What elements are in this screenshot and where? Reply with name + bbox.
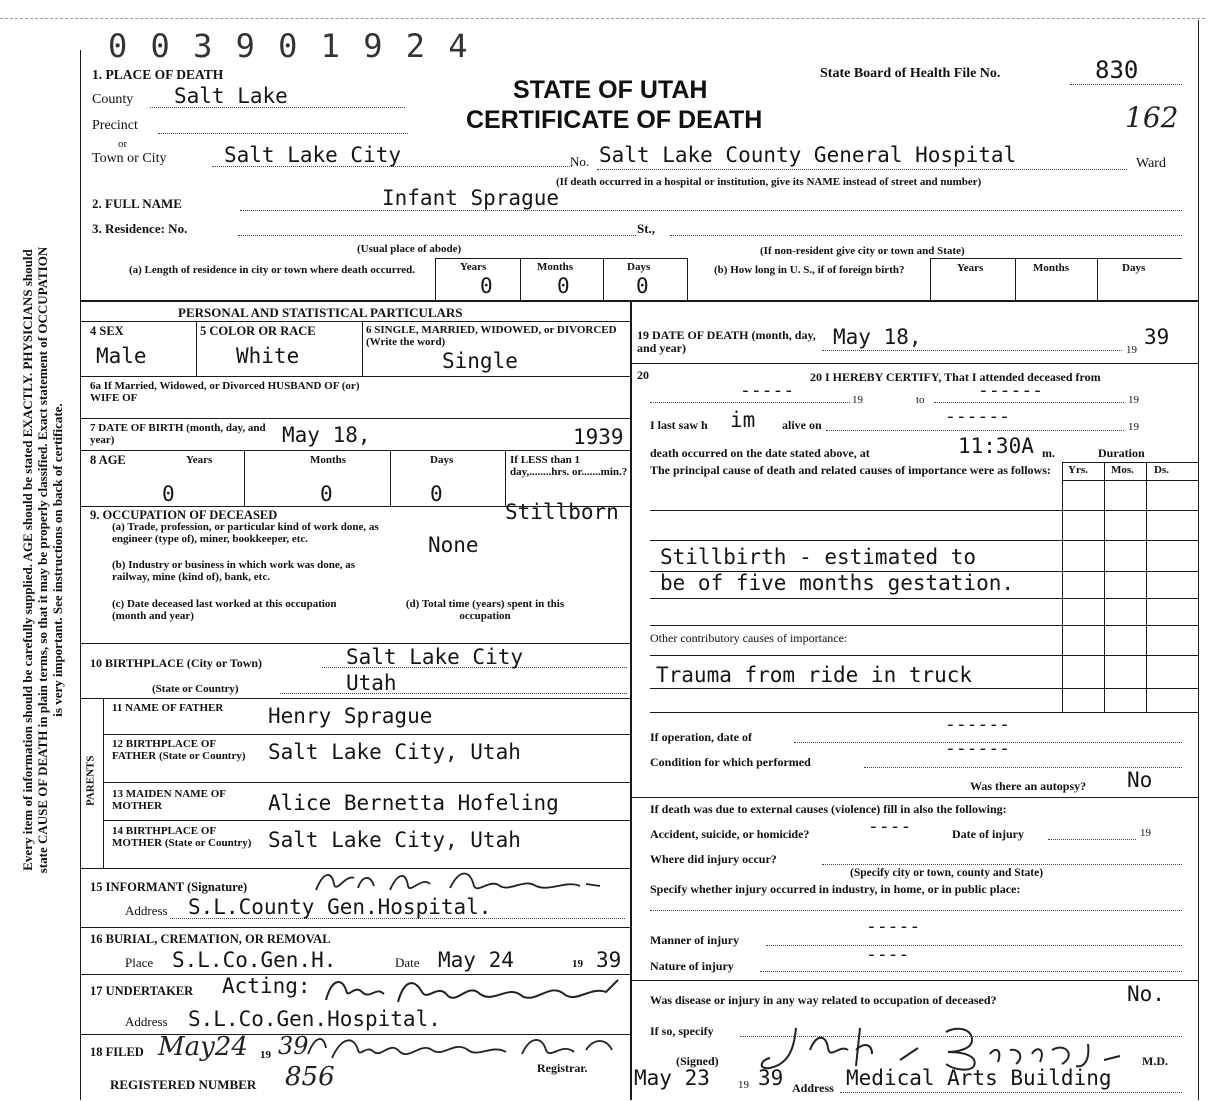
len-div-3: [603, 258, 604, 300]
birthplace-state-label: (State or Country): [152, 683, 239, 695]
age-label: 8 AGE: [90, 453, 126, 467]
age-div-2: [390, 450, 391, 506]
other-line-1: [650, 655, 1198, 656]
death-date-label: 19 DATE OF DEATH (month, day, and year): [637, 328, 816, 355]
occupation-c-label: (c) Date deceased last worked at this occupation (month and year): [112, 598, 337, 622]
sign-year: 39: [758, 1066, 784, 1090]
personal-heading: PERSONAL AND STATISTICAL PARTICULARS: [178, 305, 463, 320]
or-label: or: [118, 138, 128, 150]
burial-date: May 24: [438, 948, 514, 972]
sex-value: Male: [96, 344, 147, 368]
len-div-2: [520, 258, 521, 300]
age-months-header: Months: [310, 454, 347, 466]
informant-address-label: Address: [125, 903, 168, 918]
operation-label: If operation, date of: [650, 730, 752, 744]
side-note-line-1: Every item of information should be carefully supplied. AGE should be stated EXACTLY. PHYSICIANS should: [20, 249, 35, 871]
specify-city-hint: (Specify city or town, county and State): [850, 867, 1044, 879]
duration-col-2: [1104, 462, 1105, 712]
injury-year-prefix: 19: [1140, 827, 1151, 839]
condition-value: ------: [945, 738, 1011, 759]
informant-label: 15 INFORMANT (Signature): [90, 880, 248, 894]
age-div-1: [244, 450, 245, 506]
residence-line: [238, 235, 636, 236]
row-line-5: [80, 643, 630, 644]
physician-address-line: [840, 1092, 1182, 1093]
father-name: Henry Sprague: [268, 704, 433, 728]
attended-to: ------: [978, 380, 1044, 401]
sex-label: 4 SEX: [90, 324, 124, 338]
foreign-box-top: [930, 258, 1182, 259]
town-value: Salt Lake City: [224, 143, 402, 167]
parents-line-1: [103, 734, 630, 735]
row-line-1: [80, 376, 630, 377]
from-year-prefix: 19: [852, 394, 863, 406]
side-note-line-3: is very important. See instructions on back of certificate.: [50, 403, 65, 717]
full-name-line: [240, 210, 1182, 211]
where-injury-line: [822, 864, 1182, 865]
state-title: STATE OF UTAH: [513, 76, 708, 104]
burial-year-prefix: 19: [572, 958, 583, 970]
for-div-3: [1097, 258, 1098, 300]
row-line-6: [80, 698, 630, 699]
undertaker-signature: [318, 972, 628, 1012]
attended-from: -----: [740, 380, 795, 401]
father-birthplace: Salt Lake City, Utah: [268, 740, 521, 764]
married-label: 6a If Married, Widowed, or Divorced HUSBAND OF (or) WIFE OF: [90, 380, 360, 404]
burial-label: 16 BURIAL, CREMATION, OR REMOVAL: [90, 932, 331, 946]
length-years: 0: [480, 274, 493, 298]
autopsy-value: No: [1127, 768, 1153, 792]
cause-line-1: [650, 510, 1198, 511]
death-year-prefix: 19: [1126, 344, 1137, 356]
undertaker-label: 17 UNDERTAKER: [90, 984, 194, 998]
no-label: No.: [570, 154, 590, 169]
burial-year: 39: [596, 948, 622, 972]
full-name-label: 2. FULL NAME: [92, 196, 182, 211]
industry-line: [650, 910, 1182, 911]
color-label: 5 COLOR OR RACE: [200, 324, 316, 338]
sign-year-prefix: 19: [738, 1079, 749, 1091]
md-label: M.D.: [1142, 1054, 1168, 1068]
institution-line: [597, 169, 1127, 170]
injury-date-line: [1048, 839, 1136, 840]
sex-divider: [196, 321, 197, 376]
other-causes-label: Other contributory causes of importance:: [650, 631, 848, 645]
duration-ds: Ds.: [1154, 464, 1169, 476]
duration-header-bottom: [1062, 480, 1198, 481]
row-line-8: [80, 927, 630, 928]
st-line: [670, 235, 1182, 236]
side-note-line-2: state CAUSE OF DEATH in plain terms, so that it may be properly classified. Exact statement of OCCUPATION: [35, 246, 50, 874]
alive-on-label: alive on: [782, 418, 822, 432]
sign-date: May 23: [634, 1066, 710, 1090]
occupation-value: None: [428, 533, 479, 557]
cause-2: be of five months gestation.: [660, 571, 1015, 595]
burial-place-label: Place: [125, 955, 154, 970]
undertaker-value: Acting:: [222, 974, 311, 998]
certificate-title: CERTIFICATE OF DEATH: [466, 106, 763, 134]
registered-number-label: REGISTERED NUMBER: [110, 1077, 257, 1092]
nature-line: [760, 971, 1182, 972]
right-border: [1198, 20, 1199, 1100]
duration-header-top: [1062, 462, 1198, 463]
alive-year-prefix: 19: [1128, 421, 1139, 433]
occupation-a-label: (a) Trade, profession, or particular kind of work done, as engineer (type of), miner, bookkeeper, etc.: [112, 521, 379, 545]
stillborn-note: Stillborn: [505, 500, 619, 524]
manner-line: [766, 945, 1182, 946]
length-residence-label: (a) Length of residence in city or town where death occurred.: [128, 264, 416, 276]
parents-side-label: PARENTS: [84, 755, 97, 807]
cause-label: The principal cause of death and related causes of importance were as follows:: [650, 463, 1051, 477]
section-divider: [80, 300, 1198, 302]
filed-year-prefix: 19: [260, 1049, 271, 1061]
certify-label: 20 I HEREBY CERTIFY, That I attended deceased from: [810, 370, 1101, 384]
row-line-3: [80, 450, 630, 451]
top-edge: [0, 18, 1205, 19]
time-m-label: m.: [1042, 446, 1055, 460]
file-no-line: [1070, 84, 1182, 85]
cause-line-5: [650, 625, 1198, 626]
nature-label: Nature of injury: [650, 959, 734, 973]
death-date-line: [822, 350, 1122, 351]
birthplace-state: Utah: [346, 671, 397, 695]
usual-abode-hint: (Usual place of abode): [357, 243, 462, 255]
file-no-label: State Board of Health File No.: [820, 66, 1001, 81]
precinct-line: [158, 133, 408, 134]
for-div-2: [1015, 258, 1016, 300]
row-line-2: [80, 418, 630, 419]
other-line-2: [650, 688, 1198, 689]
occupation-label: 9. OCCUPATION OF DECEASED: [90, 508, 278, 522]
duration-yrs: Yrs.: [1068, 464, 1088, 476]
institution-value: Salt Lake County General Hospital: [599, 143, 1017, 167]
death-time: 11:30A: [958, 434, 1034, 458]
from-line: [650, 402, 850, 403]
age-years-header: Years: [186, 454, 213, 466]
foreign-birth-label: (b) How long in U. S., if of foreign birth?: [714, 264, 905, 276]
physician-address-label: Address: [792, 1081, 834, 1095]
to-label: to: [916, 394, 925, 406]
len-div-4: [687, 258, 688, 300]
filed-date: May24: [158, 1032, 248, 1062]
certify-number: 20: [637, 368, 649, 382]
mother-birthplace-label: 14 BIRTHPLACE OF MOTHER (State or Country): [112, 825, 252, 849]
condition-label: Condition for which performed: [650, 755, 811, 769]
burial-place: S.L.Co.Gen.H.: [172, 948, 337, 972]
parents-line-2: [103, 782, 630, 783]
occupation-related: No.: [1127, 982, 1165, 1006]
birthplace-city: Salt Lake City: [346, 645, 524, 669]
undertaker-address-label: Address: [125, 1014, 168, 1029]
foreign-months-header: Months: [1033, 262, 1070, 274]
marital-status-label: 6 SINGLE, MARRIED, WIDOWED, or DIVORCED (Write the word): [366, 324, 617, 348]
county-value: Salt Lake: [174, 84, 288, 108]
residence-label: 3. Residence: No.: [92, 221, 188, 236]
duration-col-3: [1146, 462, 1147, 712]
nonresident-hint: (If non-resident give city or town and State): [760, 245, 965, 257]
town-label: Town or City: [92, 151, 167, 166]
accident-label: Accident, suicide, or homicide?: [650, 827, 810, 841]
duration-label: Duration: [1098, 446, 1145, 460]
dob-value: May 18,: [282, 423, 371, 447]
undertaker-address: S.L.Co.Gen.Hospital.: [188, 1007, 441, 1031]
father-birthplace-label: 12 BIRTHPLACE OF FATHER (State or Country): [112, 738, 246, 762]
file-no: 830: [1095, 56, 1139, 84]
filed-label: 18 FILED: [90, 1045, 144, 1059]
where-injury-label: Where did injury occur?: [650, 852, 777, 866]
autopsy-label: Was there an autopsy?: [970, 779, 1087, 793]
side-instructions: [20, 20, 65, 1100]
signed-label: (Signed): [676, 1054, 719, 1068]
other-line-3: [650, 712, 1198, 713]
last-saw-label: I last saw h: [650, 418, 708, 432]
st-label: St.,: [637, 221, 656, 236]
birthplace-label: 10 BIRTHPLACE (City or Town): [90, 656, 263, 670]
dob-year: 1939: [573, 425, 624, 449]
precinct-label: Precinct: [92, 118, 138, 133]
length-months-header: Months: [537, 261, 574, 273]
right-row-2: [630, 797, 1198, 798]
cause-1: Stillbirth - estimated to: [660, 545, 977, 569]
duration-mos: Mos.: [1111, 464, 1134, 476]
mother-name: Alice Bernetta Hofeling: [268, 791, 559, 815]
occupation-related-label: Was disease or injury in any way related to occupation of deceased?: [650, 993, 997, 1007]
cause-line-2: [650, 540, 1198, 541]
occupation-d-label: (d) Total time (years) spent in this occupation: [405, 598, 565, 622]
birthplace-state-line: [280, 693, 627, 694]
accident-value: ----: [868, 816, 912, 837]
alive-on-line: [826, 430, 1124, 431]
length-days: 0: [636, 274, 649, 298]
for-div-1: [930, 258, 931, 300]
alive-on: ------: [945, 406, 1011, 427]
length-days-header: Days: [627, 261, 651, 273]
marital-status-value: Single: [442, 349, 518, 373]
death-year: 39: [1144, 325, 1170, 349]
serial-number: 0 0 3 9 0 1 9 2 4: [108, 27, 470, 65]
age-div-3: [505, 450, 506, 506]
less-than-day-label: If LESS than 1 day,........hrs. or.......min.?: [510, 454, 628, 478]
registrar-label: Registrar.: [537, 1061, 588, 1075]
age-years: 0: [162, 482, 175, 506]
industry-label: Specify whether injury occurred in industry, in home, or in public place:: [650, 882, 1021, 896]
nature-value: ----: [866, 944, 910, 965]
county-label: County: [92, 92, 134, 107]
length-years-header: Years: [460, 261, 487, 273]
burial-date-label: Date: [395, 955, 420, 970]
occupation-b-label: (b) Industry or business in which work was done, as railway, mine (kind of), bank, etc.: [112, 559, 356, 583]
father-name-label: 11 NAME OF FATHER: [112, 702, 224, 714]
cause-line-4: [650, 598, 1198, 599]
physician-address: Medical Arts Building: [846, 1066, 1112, 1090]
full-name-value: Infant Sprague: [382, 186, 560, 210]
handwritten-number: 162: [1125, 101, 1179, 134]
length-box-top: [435, 258, 687, 259]
to-line: [934, 402, 1124, 403]
foreign-days-header: Days: [1122, 262, 1146, 274]
operation-value: ------: [945, 714, 1011, 735]
personal-heading-line: [80, 321, 630, 322]
registered-number: 856: [285, 1062, 335, 1092]
to-year-prefix: 19: [1128, 394, 1139, 406]
parents-left-border: [103, 698, 104, 868]
foreign-years-header: Years: [957, 262, 984, 274]
color-divider: [362, 321, 363, 376]
death-date: May 18,: [833, 325, 922, 349]
filed-year: 39: [278, 1032, 309, 1060]
age-days-header: Days: [430, 454, 454, 466]
parents-line-3: [103, 820, 630, 821]
informant-address: S.L.County Gen.Hospital.: [188, 895, 492, 919]
right-row-3: [630, 980, 1198, 981]
color-value: White: [236, 344, 300, 368]
dob-label: 7 DATE OF BIRTH (month, day, and year): [90, 422, 266, 446]
external-causes-label: If death was due to external causes (violence) fill in also the following:: [650, 802, 1007, 816]
registrar-signature: [302, 1030, 622, 1064]
last-saw-pronoun: im: [730, 408, 756, 432]
len-div-1: [435, 258, 436, 300]
manner-label: Manner of injury: [650, 933, 740, 947]
occurred-label: death occurred on the date stated above, at: [650, 446, 870, 460]
place-of-death-heading: 1. PLACE OF DEATH: [92, 67, 224, 82]
ward-label: Ward: [1136, 156, 1166, 171]
manner-value: -----: [866, 916, 921, 937]
mother-name-label: 13 MAIDEN NAME OF MOTHER: [112, 788, 226, 812]
duration-col-1: [1062, 462, 1063, 712]
left-border: [80, 50, 81, 1100]
institution-hint: (If death occurred in a hospital or institution, give its NAME instead of street and number): [556, 176, 982, 188]
specify-label: If so, specify: [650, 1024, 714, 1038]
injury-date-label: Date of injury: [952, 827, 1024, 841]
age-days: 0: [430, 482, 443, 506]
other-cause: Trauma from ride in truck: [656, 663, 973, 687]
age-months: 0: [320, 482, 333, 506]
mother-birthplace: Salt Lake City, Utah: [268, 828, 521, 852]
right-row-1: [630, 363, 1198, 364]
length-months: 0: [557, 274, 570, 298]
